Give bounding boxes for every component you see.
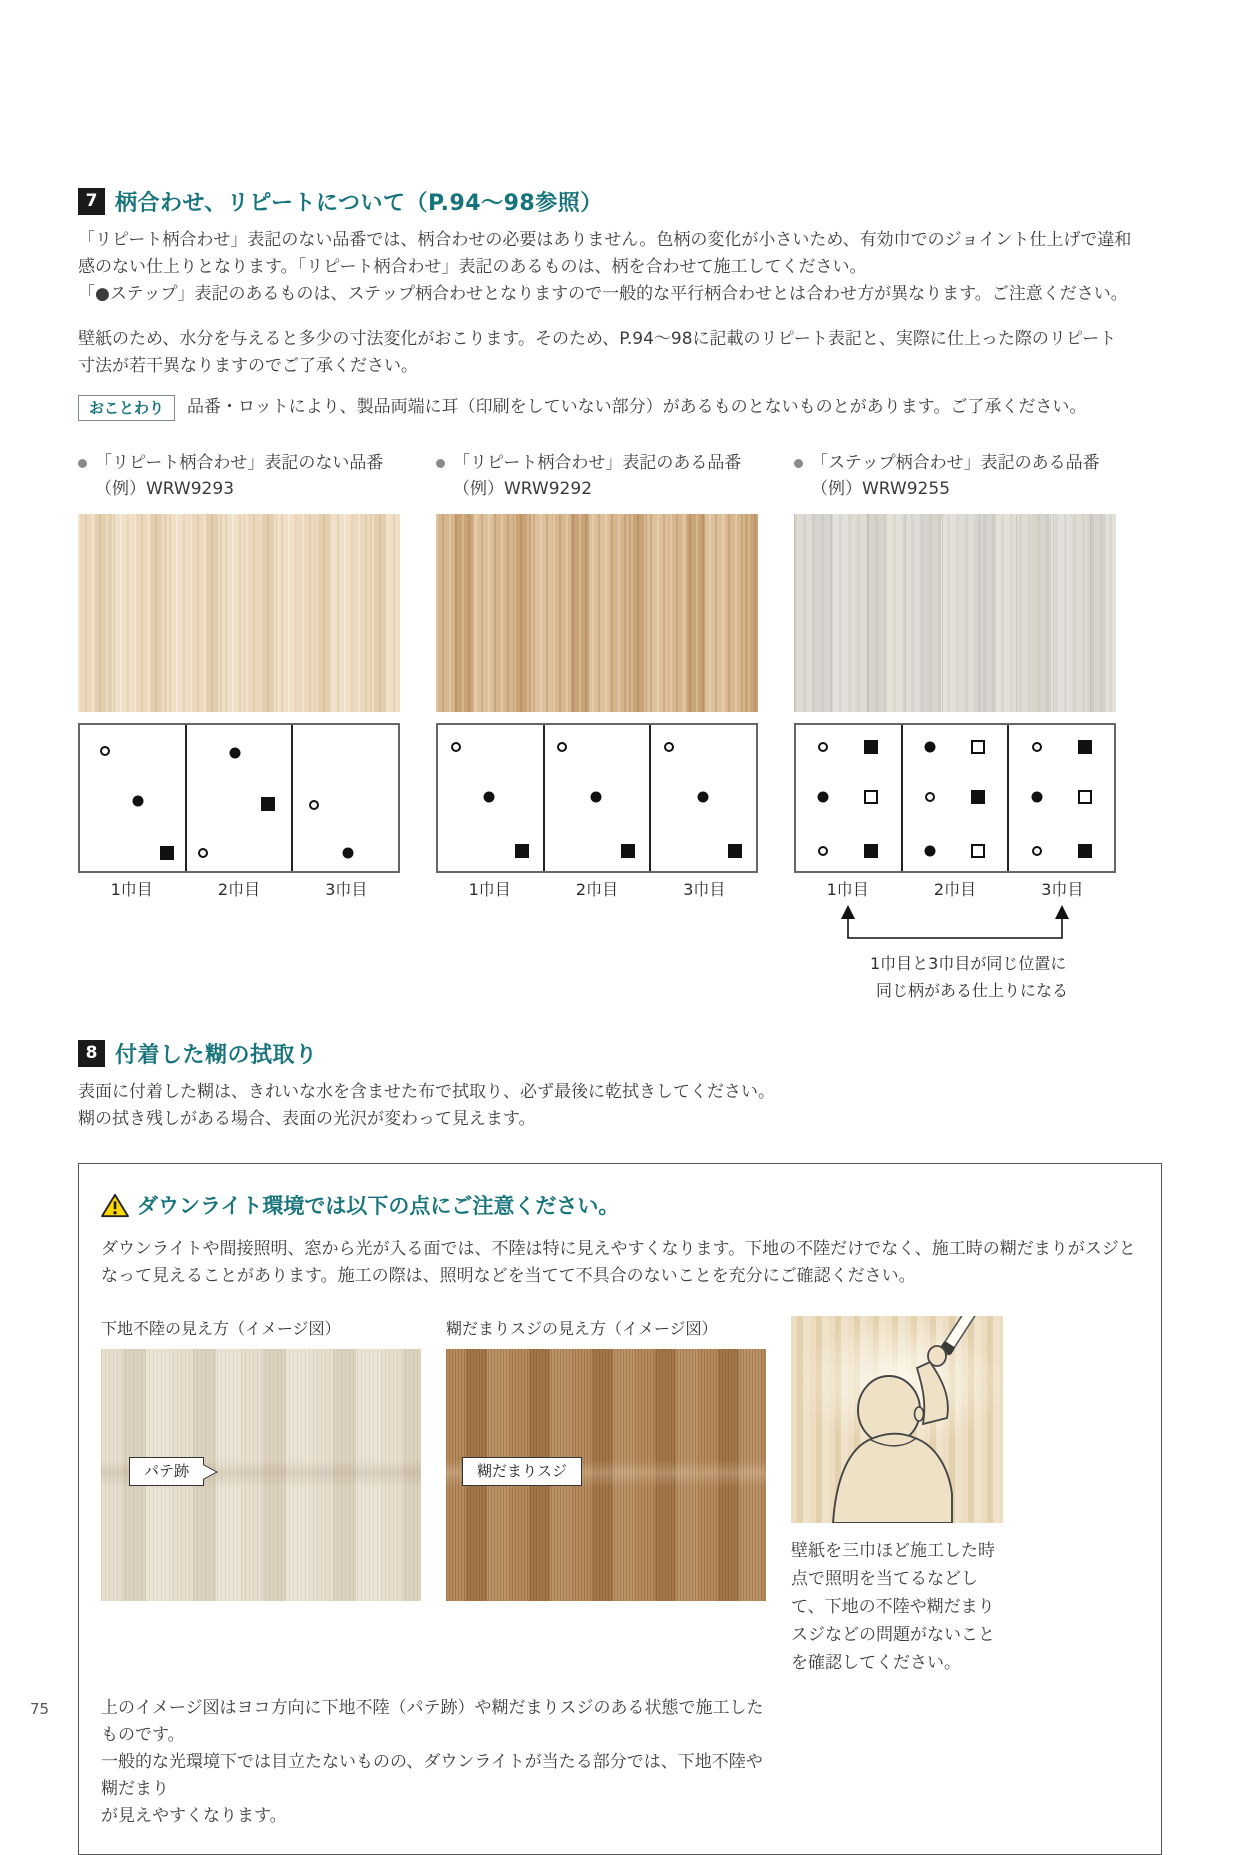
- section8-header: [78, 1038, 1180, 1069]
- step-annotation-line: 同じ柄がある仕上りになる: [876, 981, 1069, 1000]
- strip-label: 1巾目: [468, 880, 511, 899]
- section7-header: [78, 186, 1180, 217]
- page-number: 75: [30, 1700, 50, 1718]
- pattern-symbol: [664, 742, 674, 752]
- diagram-panel: [293, 725, 398, 871]
- warning-triangle-icon: [101, 1193, 129, 1218]
- pattern-symbol: [261, 797, 275, 811]
- step-annotation-line: 1巾目と3巾目が同じ位置に: [870, 954, 1067, 973]
- pattern-symbol: [590, 791, 601, 802]
- section7-number-badge: 7: [78, 188, 105, 215]
- caution-body: [101, 1236, 1139, 1290]
- step-match-arrows-icon: [794, 902, 1116, 948]
- text-line: ダウンライトや間接照明、窓から光が入る面では、不陸は特に見えやすくなります。下地の不陸だけでなく、施工時の糊だまりがスジと: [101, 1239, 1136, 1259]
- check-lighting-text: 壁紙を三巾ほど施工した時点で照明を当てるなどして、下地の不陸や糊だまりスジなどの問題がないことを確認してください。: [791, 1541, 995, 1673]
- pattern-symbol: [697, 791, 708, 802]
- strip-label: 1巾目: [110, 880, 153, 899]
- pattern-symbol: [451, 742, 461, 752]
- pattern-symbol: [728, 844, 742, 858]
- text-line: 「●ステップ」表記のあるものは、ステップ柄合わせとなりますので一般的な平行柄合わせとは合わせ方が異なります。ご注意ください。: [78, 284, 1128, 304]
- section8-number-badge: 8: [78, 1040, 105, 1067]
- downlight-caution-box: [78, 1163, 1162, 1855]
- bullet-icon: [436, 459, 445, 468]
- glue-demo-image: [446, 1349, 766, 1601]
- strip-label: 3巾目: [1041, 880, 1084, 899]
- strip-labels: [78, 877, 400, 900]
- pattern-symbol: [864, 740, 878, 754]
- pattern-diagram-1: [78, 723, 400, 873]
- glue-caption: 糊だまりスジの見え方（イメージ図）: [446, 1319, 718, 1338]
- pattern-symbol: [971, 790, 985, 804]
- strip-labels: [436, 877, 758, 900]
- strip-labels: [794, 877, 1116, 900]
- putty-callout: パテ跡: [129, 1457, 204, 1486]
- text-line: 一般的な光環境下では目立たないものの、ダウンライトが当たる部分では、下地不陸や糊だまり: [101, 1752, 763, 1799]
- pattern-symbol: [1032, 846, 1042, 856]
- okotowari-text: 品番・ロットにより、製品両端に耳（印刷をしていない部分）があるものとないものとがあります。ご了承ください。: [187, 397, 1087, 417]
- column-label: 「ステップ柄合わせ」表記のある品番: [811, 453, 1100, 473]
- pattern-symbol: [132, 795, 143, 806]
- text-line: 糊の拭き残しがある場合、表面の光沢が変わって見えます。: [78, 1109, 536, 1129]
- text-line: 感のない仕上りとなります。「リピート柄合わせ」表記のあるものは、柄を合わせて施工してください。: [78, 257, 867, 277]
- column-example: （例）WRW9292: [453, 479, 593, 499]
- pattern-symbol: [557, 742, 567, 752]
- pattern-symbol: [925, 792, 935, 802]
- pattern-symbol: [971, 844, 985, 858]
- pattern-symbol: [100, 746, 110, 756]
- caution-bottom-note: [101, 1695, 766, 1830]
- pattern-symbol: [198, 848, 208, 858]
- pattern-symbol: [1078, 844, 1092, 858]
- diagram-panel: [651, 725, 756, 871]
- pattern-diagram-2: [436, 723, 758, 873]
- pattern-symbol: [309, 800, 319, 810]
- column-label: 「リピート柄合わせ」表記のない品番: [95, 453, 384, 473]
- strip-label: 2巾目: [217, 880, 261, 899]
- diagram-panel: [796, 725, 903, 871]
- pattern-symbol: [924, 741, 935, 752]
- text-line: が見えやすくなります。: [101, 1806, 287, 1826]
- pattern-symbol: [160, 846, 174, 860]
- strip-label: 2巾目: [933, 880, 977, 899]
- pattern-symbol: [1078, 740, 1092, 754]
- pattern-symbol: [864, 844, 878, 858]
- text-line: なって見えることがあります。施工の際は、照明などを当てて不具合のないことを充分にご確認ください。: [101, 1266, 916, 1286]
- putty-example: [101, 1316, 421, 1677]
- pattern-symbol: [818, 791, 829, 802]
- worker-illustration: [791, 1316, 1003, 1523]
- pattern-symbol: [924, 845, 935, 856]
- bullet-icon: [794, 459, 803, 468]
- text-line: 「リピート柄合わせ」表記のない品番では、柄合わせの必要はありません。色柄の変化が小さいため、有効巾でのジョイント仕上げで違和: [78, 230, 1132, 250]
- text-line: 壁紙のため、水分を与えると多少の寸法変化がおこります。そのため、P.94〜98に記載のリピート表記と、実際に仕上った際のリピート: [78, 329, 1117, 349]
- section8-title: 付着した糊の拭取り: [115, 1043, 318, 1068]
- strip-label: 2巾目: [575, 880, 619, 899]
- diagram-panel: [187, 725, 294, 871]
- okotowari-note: [78, 394, 1180, 421]
- column-example: （例）WRW9293: [95, 479, 235, 499]
- column-step: [794, 451, 1116, 1004]
- column-repeat: [436, 451, 758, 1004]
- pattern-columns: [78, 451, 1180, 1004]
- pattern-symbol: [484, 791, 495, 802]
- pattern-symbol: [229, 747, 240, 758]
- text-line: 表面に付着した糊は、きれいな水を含ませた布で拭取り、必ず最後に乾拭きしてください。: [78, 1082, 775, 1102]
- column-no-repeat: [78, 451, 400, 1004]
- strip-label: 3巾目: [683, 880, 726, 899]
- diagram-panel: [1009, 725, 1114, 871]
- pattern-symbol: [621, 844, 635, 858]
- wallpaper-sample-wrw9292: [436, 514, 758, 712]
- pattern-symbol: [515, 844, 529, 858]
- step-annotation: [870, 950, 1116, 1004]
- pattern-symbol: [1032, 742, 1042, 752]
- text-line: 上のイメージ図はヨコ方向に下地不陸（パテ跡）や糊だまりスジのある状態で施工したものです。: [101, 1698, 764, 1745]
- bullet-icon: [78, 459, 87, 468]
- column-label: 「リピート柄合わせ」表記のある品番: [453, 453, 742, 473]
- section7-paragraph1: [78, 227, 1180, 308]
- caution-title: ダウンライト環境では以下の点にご注意ください。: [137, 1194, 620, 1218]
- glue-callout: 糊だまりスジ: [462, 1457, 582, 1486]
- worker-with-light-icon: [791, 1316, 1003, 1523]
- section7-paragraph2: [78, 326, 1180, 380]
- diagram-panel: [903, 725, 1010, 871]
- pattern-symbol: [1078, 790, 1092, 804]
- column-example: （例）WRW9255: [811, 479, 951, 499]
- section7-title: 柄合わせ、リピートについて（P.94〜98参照）: [115, 191, 603, 216]
- wallpaper-sample-wrw9293: [78, 514, 400, 712]
- pattern-symbol: [1031, 791, 1042, 802]
- diagram-panel: [438, 725, 545, 871]
- putty-caption: 下地不陸の見え方（イメージ図）: [101, 1319, 341, 1338]
- wallpaper-sample-wrw9255: [794, 514, 1116, 712]
- pattern-symbol: [342, 848, 353, 859]
- okotowari-label: おことわり: [78, 395, 175, 421]
- pattern-symbol: [971, 740, 985, 754]
- diagram-panel: [80, 725, 187, 871]
- pattern-symbol: [818, 846, 828, 856]
- section8-body: [78, 1079, 1180, 1133]
- strip-label: 3巾目: [325, 880, 368, 899]
- text-line: 寸法が若干異なりますのでご了承ください。: [78, 356, 418, 376]
- pattern-diagram-3: [794, 723, 1116, 873]
- diagram-panel: [545, 725, 652, 871]
- strip-label: 1巾目: [826, 880, 869, 899]
- pattern-symbol: [818, 742, 828, 752]
- check-lighting-column: [791, 1316, 1003, 1677]
- pattern-symbol: [864, 790, 878, 804]
- glue-example: [446, 1316, 766, 1677]
- putty-demo-image: [101, 1349, 421, 1601]
